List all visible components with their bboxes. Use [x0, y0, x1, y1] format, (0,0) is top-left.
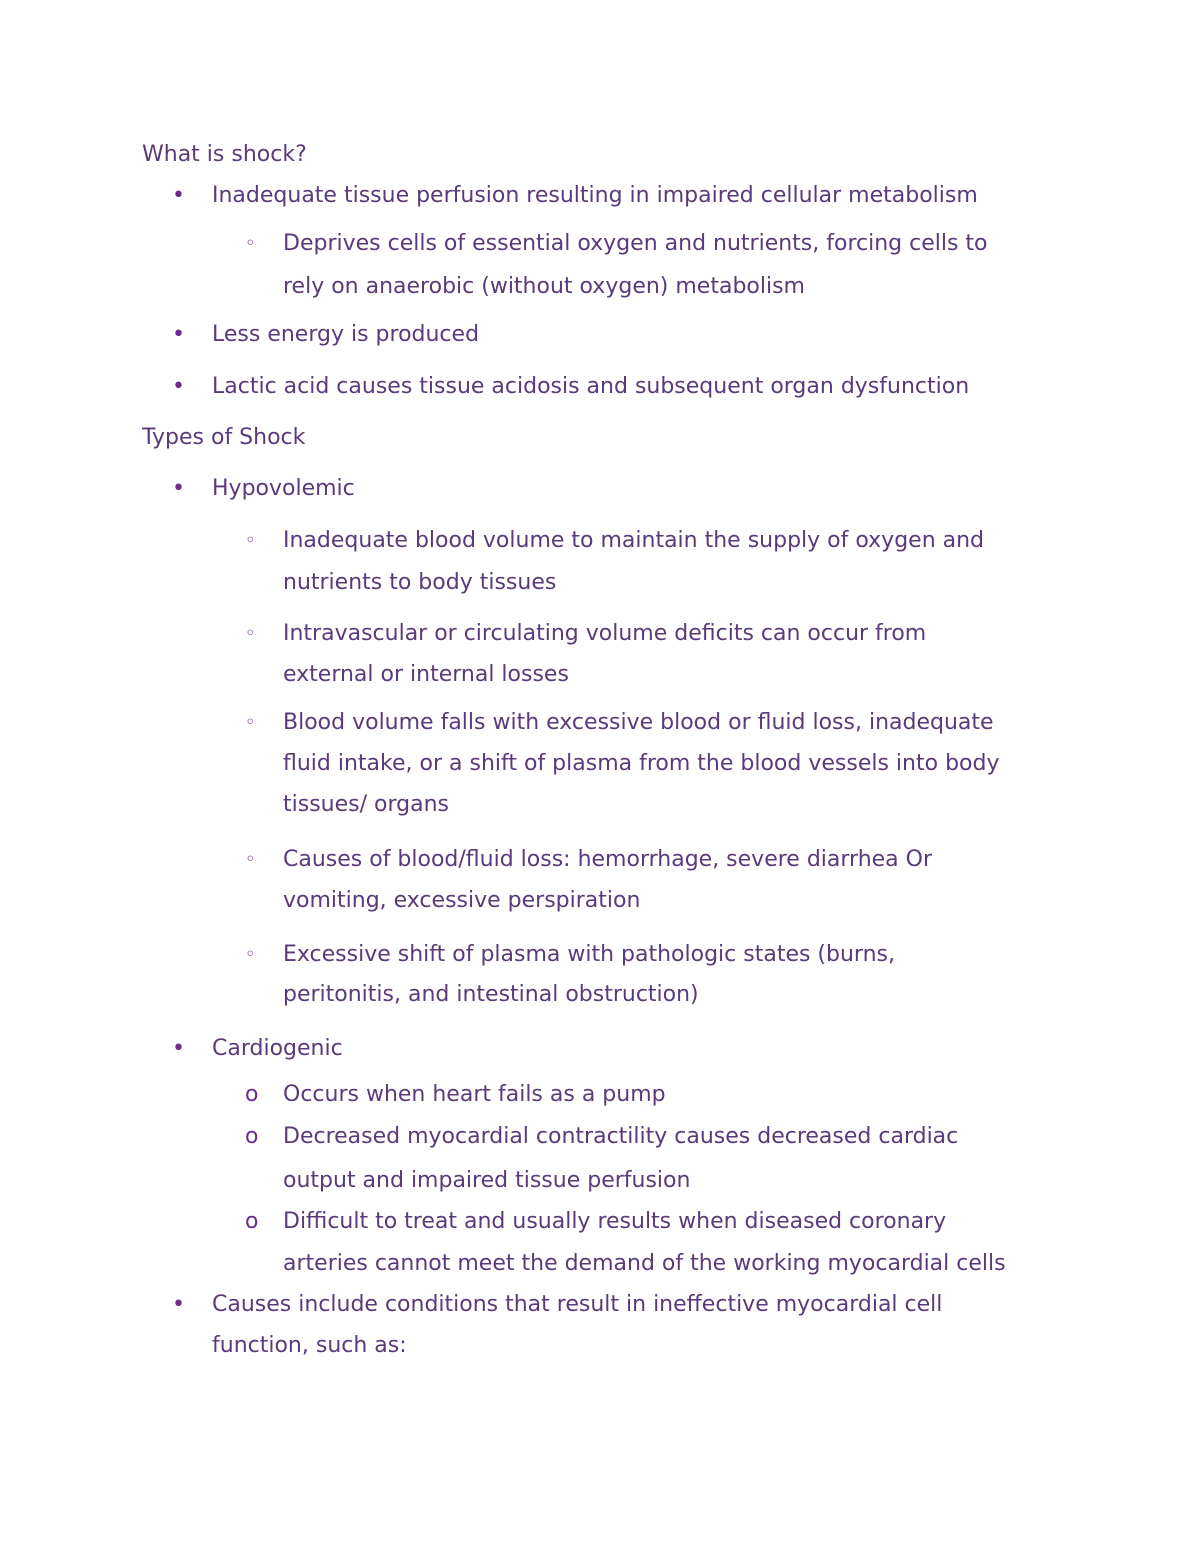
sub-bullet-icon: ◦: [245, 944, 256, 965]
sub-list-item-line: Inadequate blood volume to maintain the supply of oxygen and: [283, 528, 985, 553]
sub-list-item-line: tissues/ organs: [283, 792, 449, 817]
bullet-icon: •: [172, 1036, 185, 1061]
sub-list-item-line: arteries cannot meet the demand of the working myocardial cells: [283, 1251, 1006, 1276]
sub-list-item-line: Deprives cells of essential oxygen and nutrients, forcing cells to: [283, 231, 988, 256]
sub-bullet-icon: ◦: [245, 712, 256, 733]
sub-bullet-icon: o: [245, 1209, 259, 1234]
sub-bullet-icon: ◦: [245, 530, 256, 551]
section-heading: Types of Shock: [142, 425, 306, 450]
list-item: Hypovolemic: [212, 476, 355, 501]
sub-list-item-line: fluid intake, or a shift of plasma from the blood vessels into body: [283, 751, 1000, 776]
list-item: Less energy is produced: [212, 322, 480, 347]
sub-bullet-icon: o: [245, 1082, 259, 1107]
sub-bullet-icon: ◦: [245, 233, 256, 254]
bullet-icon: •: [172, 1292, 185, 1317]
list-item: Lactic acid causes tissue acidosis and subsequent organ dysfunction: [212, 374, 970, 399]
sub-list-item-line: Blood volume falls with excessive blood or fluid loss, inadequate: [283, 710, 994, 735]
sub-list-item-line: Difficult to treat and usually results when diseased coronary: [283, 1209, 947, 1234]
list-item: Inadequate tissue perfusion resulting in impaired cellular metabolism: [212, 183, 978, 208]
sub-list-item-line: Decreased myocardial contractility causes decreased cardiac: [283, 1124, 959, 1149]
sub-list-item-line: nutrients to body tissues: [283, 570, 557, 595]
bullet-icon: •: [172, 476, 185, 501]
bullet-icon: •: [172, 183, 185, 208]
list-item: Cardiogenic: [212, 1036, 343, 1061]
sub-list-item-line: peritonitis, and intestinal obstruction): [283, 982, 699, 1007]
sub-list-item-line: Excessive shift of plasma with pathologic states (burns,: [283, 942, 895, 967]
sub-list-item-line: output and impaired tissue perfusion: [283, 1168, 691, 1193]
section-heading: What is shock?: [142, 142, 307, 167]
bullet-icon: •: [172, 322, 185, 347]
bullet-icon: •: [172, 374, 185, 399]
list-item-line: Causes include conditions that result in ineffective myocardial cell: [212, 1292, 943, 1317]
sub-list-item-line: rely on anaerobic (without oxygen) metabolism: [283, 274, 805, 299]
sub-list-item-line: vomiting, excessive perspiration: [283, 888, 641, 913]
sub-bullet-icon: ◦: [245, 623, 256, 644]
sub-bullet-icon: ◦: [245, 849, 256, 870]
list-item-line: function, such as:: [212, 1333, 407, 1358]
sub-list-item-line: Causes of blood/fluid loss: hemorrhage, severe diarrhea Or: [283, 847, 933, 872]
sub-list-item-line: Intravascular or circulating volume deficits can occur from: [283, 621, 927, 646]
sub-list-item-line: external or internal losses: [283, 662, 569, 687]
sub-bullet-icon: o: [245, 1124, 259, 1149]
sub-list-item-line: Occurs when heart fails as a pump: [283, 1082, 666, 1107]
